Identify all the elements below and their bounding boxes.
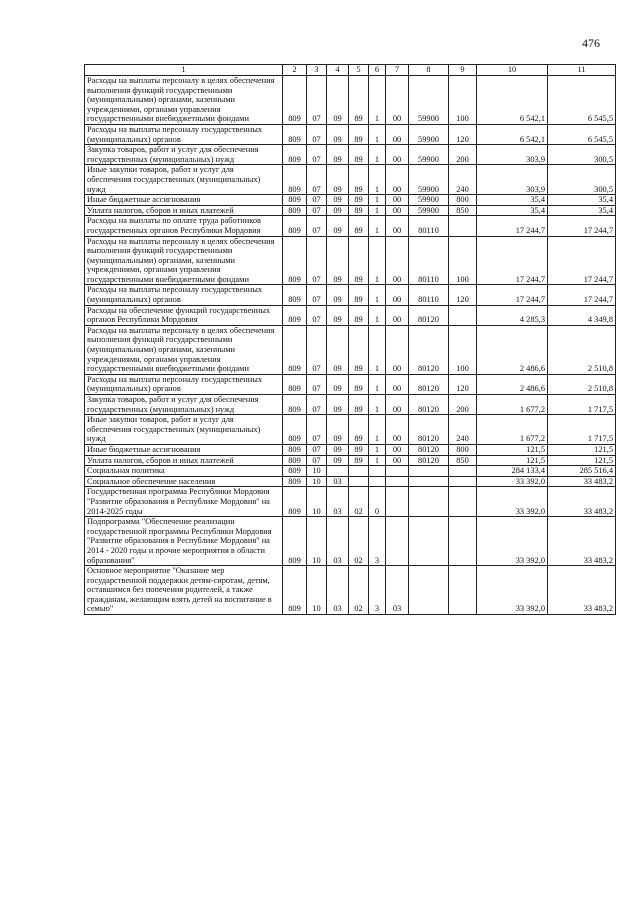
row-cell: 07: [307, 216, 327, 236]
row-cell: 1: [369, 216, 386, 236]
column-header: 9: [449, 65, 477, 76]
row-cell: 809: [283, 145, 307, 165]
row-cell: 1: [369, 455, 386, 466]
row-cell: [409, 476, 449, 487]
row-name: Социальное обеспечение населения: [85, 476, 283, 487]
row-cell: 09: [327, 395, 349, 415]
row-cell: 1: [369, 305, 386, 325]
row-name: Подпрограмма "Обеспечение реализации государственной программы Республики Мордовия "Развитие образования в Республике Мордовия" на 2014 - 2020 годы и прочие мероприятия в области образования": [85, 517, 283, 566]
row-cell: 00: [386, 195, 409, 206]
row-cell: [386, 487, 409, 517]
table-row: [85, 216, 616, 236]
row-cell: 02: [349, 517, 369, 566]
row-name: Расходы на выплаты персоналу в целях обеспечения выполнения функций государственными (муниципальными) органами, казенными учреждениями, органами управления государственными внебюджетными фондами: [85, 236, 283, 285]
row-cell: [449, 305, 477, 325]
table-row: [85, 145, 616, 165]
row-cell: 120: [449, 374, 477, 394]
row-cell: 303,9: [477, 145, 548, 165]
table-row: [85, 517, 616, 566]
row-cell: 284 133,4: [477, 466, 548, 477]
row-cell: 120: [449, 285, 477, 305]
row-cell: 121,5: [477, 444, 548, 455]
row-cell: 300,5: [548, 145, 616, 165]
row-cell: 89: [349, 195, 369, 206]
table-row: [85, 395, 616, 415]
row-cell: [369, 476, 386, 487]
row-name: Расходы на выплаты персоналу в целях обеспечения выполнения функций государственными (муниципальными) органами, казенными учреждениями, органами управления государственными внебюджетными фондами: [85, 325, 283, 374]
table-row: [85, 236, 616, 285]
row-cell: 10: [307, 466, 327, 477]
row-cell: 300,5: [548, 165, 616, 195]
row-cell: 09: [327, 205, 349, 216]
row-cell: 89: [349, 165, 369, 195]
row-cell: 33 483,2: [548, 476, 616, 487]
column-header: 6: [369, 65, 386, 76]
row-name: Уплата налогов, сборов и иных платежей: [85, 205, 283, 216]
row-cell: 809: [283, 395, 307, 415]
row-cell: 1: [369, 124, 386, 144]
row-cell: 59900: [409, 205, 449, 216]
row-cell: 1 717,5: [548, 395, 616, 415]
row-cell: 89: [349, 374, 369, 394]
row-cell: 35,4: [477, 195, 548, 206]
row-cell: [349, 476, 369, 487]
table-row: [85, 476, 616, 487]
row-cell: 07: [307, 165, 327, 195]
row-cell: 80120: [409, 305, 449, 325]
row-name: Социальная политика: [85, 466, 283, 477]
table-row: [85, 374, 616, 394]
row-cell: 89: [349, 395, 369, 415]
row-cell: 89: [349, 415, 369, 445]
row-cell: 59900: [409, 145, 449, 165]
row-cell: 17 244,7: [548, 216, 616, 236]
row-cell: 00: [386, 165, 409, 195]
row-cell: 1 677,2: [477, 415, 548, 445]
row-cell: 1: [369, 145, 386, 165]
row-cell: 1: [369, 165, 386, 195]
row-cell: 03: [327, 517, 349, 566]
row-cell: 07: [307, 415, 327, 445]
page-number: 476: [582, 36, 600, 50]
row-cell: 00: [386, 76, 409, 125]
row-cell: 1: [369, 325, 386, 374]
row-cell: 07: [307, 205, 327, 216]
row-cell: 33 392,0: [477, 476, 548, 487]
row-cell: 809: [283, 517, 307, 566]
row-cell: 17 244,7: [477, 216, 548, 236]
row-cell: 1 677,2: [477, 395, 548, 415]
row-cell: 09: [327, 325, 349, 374]
row-cell: 809: [283, 76, 307, 125]
row-cell: 1: [369, 374, 386, 394]
row-cell: 6 542,1: [477, 76, 548, 125]
row-cell: 121,5: [477, 455, 548, 466]
row-cell: 03: [327, 487, 349, 517]
row-cell: 89: [349, 205, 369, 216]
row-cell: 07: [307, 76, 327, 125]
row-cell: 07: [307, 444, 327, 455]
row-cell: [409, 566, 449, 615]
row-cell: [449, 517, 477, 566]
row-cell: 2 510,8: [548, 325, 616, 374]
row-cell: 09: [327, 374, 349, 394]
row-cell: 17 244,7: [477, 236, 548, 285]
column-header: 1: [85, 65, 283, 76]
row-cell: 09: [327, 305, 349, 325]
row-cell: 809: [283, 566, 307, 615]
row-cell: 03: [327, 476, 349, 487]
row-cell: 6 545,5: [548, 124, 616, 144]
row-cell: 89: [349, 124, 369, 144]
row-cell: 00: [386, 395, 409, 415]
row-cell: 240: [449, 415, 477, 445]
row-cell: 809: [283, 444, 307, 455]
row-cell: 35,4: [548, 205, 616, 216]
row-cell: 10: [307, 487, 327, 517]
row-cell: 09: [327, 124, 349, 144]
row-name: Расходы на выплаты по оплате труда работников государственных органов Республики Мордовия: [85, 216, 283, 236]
row-cell: 09: [327, 415, 349, 445]
row-cell: 4 349,8: [548, 305, 616, 325]
row-cell: 2 510,8: [548, 374, 616, 394]
row-cell: 809: [283, 415, 307, 445]
row-cell: 850: [449, 205, 477, 216]
table-row: [85, 124, 616, 144]
row-cell: 07: [307, 145, 327, 165]
row-cell: 80110: [409, 285, 449, 305]
row-cell: 09: [327, 285, 349, 305]
row-cell: 33 392,0: [477, 566, 548, 615]
row-cell: 00: [386, 216, 409, 236]
row-cell: 07: [307, 236, 327, 285]
row-cell: 4 285,3: [477, 305, 548, 325]
row-cell: 59900: [409, 165, 449, 195]
row-cell: [449, 466, 477, 477]
row-cell: 00: [386, 145, 409, 165]
row-cell: 17 244,7: [548, 236, 616, 285]
table-row: [85, 165, 616, 195]
table-row: [85, 466, 616, 477]
column-header: 7: [386, 65, 409, 76]
row-cell: 07: [307, 285, 327, 305]
row-cell: 800: [449, 444, 477, 455]
row-cell: 809: [283, 216, 307, 236]
row-cell: 0: [369, 487, 386, 517]
row-cell: 10: [307, 566, 327, 615]
row-name: Закупка товаров, работ и услуг для обеспечения государственных (муниципальных) нужд: [85, 145, 283, 165]
row-cell: [349, 466, 369, 477]
row-cell: 800: [449, 195, 477, 206]
row-cell: 09: [327, 216, 349, 236]
row-name: Расходы на выплаты персоналу в целях обеспечения выполнения функций государственными (муниципальными) органами, казенными учреждениями, органами управления государственными внебюджетными фондами: [85, 76, 283, 125]
row-cell: [386, 517, 409, 566]
row-cell: 35,4: [477, 205, 548, 216]
row-cell: 1: [369, 76, 386, 125]
row-cell: 07: [307, 195, 327, 206]
column-header: 5: [349, 65, 369, 76]
row-cell: 1 717,5: [548, 415, 616, 445]
row-cell: 809: [283, 305, 307, 325]
row-cell: 07: [307, 305, 327, 325]
row-cell: 2 486,6: [477, 374, 548, 394]
row-cell: 00: [386, 205, 409, 216]
column-header: 2: [283, 65, 307, 76]
table-row: [85, 487, 616, 517]
row-name: Расходы на выплаты персоналу государственных (муниципальных) органов: [85, 285, 283, 305]
column-header: 10: [477, 65, 548, 76]
row-cell: 100: [449, 325, 477, 374]
row-cell: 100: [449, 236, 477, 285]
table-row: [85, 415, 616, 445]
row-cell: 00: [386, 444, 409, 455]
header-row: [85, 65, 616, 76]
row-cell: 00: [386, 236, 409, 285]
row-cell: 33 483,2: [548, 487, 616, 517]
row-name: Основное мероприятие "Оказание мер государственной поддержки детям-сиротам, детям, оставшимся без попечения родителей, а также гражданам, желающим взять детей на воспитание в семью": [85, 566, 283, 615]
row-name: Закупка товаров, работ и услуг для обеспечения государственных (муниципальных) нужд: [85, 395, 283, 415]
row-name: Государственная программа Республики Мордовия "Развитие образования в Республике Мордовия" на 2014-2025 годы: [85, 487, 283, 517]
row-name: Расходы на выплаты персоналу государственных (муниципальных) органов: [85, 374, 283, 394]
row-cell: 1: [369, 444, 386, 455]
row-cell: 6 545,5: [548, 76, 616, 125]
row-name: Уплата налогов, сборов и иных платежей: [85, 455, 283, 466]
row-cell: 809: [283, 374, 307, 394]
row-cell: 809: [283, 236, 307, 285]
row-cell: 1: [369, 236, 386, 285]
row-cell: 809: [283, 195, 307, 206]
row-cell: 33 392,0: [477, 487, 548, 517]
row-cell: 03: [327, 566, 349, 615]
row-cell: 89: [349, 216, 369, 236]
row-cell: 10: [307, 476, 327, 487]
row-cell: 89: [349, 236, 369, 285]
row-name: Иные бюджетные ассигнования: [85, 195, 283, 206]
row-cell: 80120: [409, 395, 449, 415]
row-cell: 120: [449, 124, 477, 144]
row-cell: 6 542,1: [477, 124, 548, 144]
row-cell: 89: [349, 145, 369, 165]
row-cell: 80110: [409, 236, 449, 285]
row-cell: 89: [349, 76, 369, 125]
row-cell: 80120: [409, 415, 449, 445]
row-cell: 809: [283, 205, 307, 216]
table-row: [85, 444, 616, 455]
row-cell: 09: [327, 165, 349, 195]
table-row: [85, 305, 616, 325]
row-cell: 240: [449, 165, 477, 195]
row-cell: 00: [386, 305, 409, 325]
row-cell: 80120: [409, 444, 449, 455]
row-cell: 33 392,0: [477, 517, 548, 566]
row-cell: [449, 487, 477, 517]
row-cell: 2 486,6: [477, 325, 548, 374]
row-cell: 809: [283, 455, 307, 466]
row-cell: 809: [283, 124, 307, 144]
row-cell: 59900: [409, 195, 449, 206]
row-cell: 80120: [409, 325, 449, 374]
row-cell: 80110: [409, 216, 449, 236]
row-name: Расходы на выплаты персоналу государственных (муниципальных) органов: [85, 124, 283, 144]
row-name: Иные закупки товаров, работ и услуг для обеспечения государственных (муниципальных) нужд: [85, 415, 283, 445]
row-cell: 09: [327, 195, 349, 206]
row-cell: 850: [449, 455, 477, 466]
row-cell: 10: [307, 517, 327, 566]
row-cell: 809: [283, 466, 307, 477]
row-cell: 1: [369, 205, 386, 216]
table-row: [85, 455, 616, 466]
row-cell: 07: [307, 455, 327, 466]
row-cell: [409, 487, 449, 517]
row-cell: 89: [349, 444, 369, 455]
row-cell: 200: [449, 145, 477, 165]
column-header: 3: [307, 65, 327, 76]
row-cell: 809: [283, 165, 307, 195]
row-cell: 80120: [409, 455, 449, 466]
column-header: 4: [327, 65, 349, 76]
row-cell: 07: [307, 395, 327, 415]
table-row: [85, 325, 616, 374]
row-cell: 09: [327, 444, 349, 455]
row-cell: [369, 466, 386, 477]
row-cell: 00: [386, 325, 409, 374]
row-cell: 121,5: [548, 455, 616, 466]
table-row: [85, 76, 616, 125]
row-cell: 02: [349, 487, 369, 517]
table-row: [85, 205, 616, 216]
row-name: Иные закупки товаров, работ и услуг для обеспечения государственных (муниципальных) нужд: [85, 165, 283, 195]
row-cell: 89: [349, 325, 369, 374]
row-name: Расходы на обеспечение функций государственных органов Республики Мордовия: [85, 305, 283, 325]
row-cell: 809: [283, 476, 307, 487]
row-cell: 89: [349, 285, 369, 305]
row-cell: 3: [369, 517, 386, 566]
row-cell: 89: [349, 305, 369, 325]
row-cell: 3: [369, 566, 386, 615]
row-cell: [449, 216, 477, 236]
row-cell: 09: [327, 76, 349, 125]
row-cell: 00: [386, 285, 409, 305]
row-cell: 121,5: [548, 444, 616, 455]
row-cell: 07: [307, 374, 327, 394]
row-cell: [409, 466, 449, 477]
column-header: 11: [548, 65, 616, 76]
row-cell: 80120: [409, 374, 449, 394]
row-cell: 809: [283, 487, 307, 517]
table-row: [85, 195, 616, 206]
table-row: [85, 566, 616, 615]
row-cell: [449, 476, 477, 487]
row-cell: [386, 466, 409, 477]
row-cell: [449, 566, 477, 615]
row-cell: 1: [369, 415, 386, 445]
row-cell: 1: [369, 395, 386, 415]
row-cell: 59900: [409, 76, 449, 125]
row-cell: 03: [386, 566, 409, 615]
row-cell: 33 483,2: [548, 517, 616, 566]
row-cell: [327, 466, 349, 477]
row-cell: 35,4: [548, 195, 616, 206]
row-cell: 09: [327, 145, 349, 165]
row-cell: 17 244,7: [477, 285, 548, 305]
row-cell: [409, 517, 449, 566]
row-cell: 09: [327, 236, 349, 285]
row-cell: 100: [449, 76, 477, 125]
budget-table: [84, 64, 616, 615]
row-name: Иные бюджетные ассигнования: [85, 444, 283, 455]
row-cell: 200: [449, 395, 477, 415]
row-cell: 1: [369, 285, 386, 305]
row-cell: 07: [307, 325, 327, 374]
row-cell: 02: [349, 566, 369, 615]
row-cell: [386, 476, 409, 487]
table-row: [85, 285, 616, 305]
row-cell: 00: [386, 124, 409, 144]
column-header: 8: [409, 65, 449, 76]
row-cell: 09: [327, 455, 349, 466]
row-cell: 07: [307, 124, 327, 144]
row-cell: 59900: [409, 124, 449, 144]
row-cell: 33 483,2: [548, 566, 616, 615]
row-cell: 17 244,7: [548, 285, 616, 305]
row-cell: 1: [369, 195, 386, 206]
row-cell: 809: [283, 285, 307, 305]
row-cell: 285 516,4: [548, 466, 616, 477]
row-cell: 00: [386, 415, 409, 445]
row-cell: 809: [283, 325, 307, 374]
row-cell: 00: [386, 455, 409, 466]
table-body: [85, 76, 616, 615]
row-cell: 303,9: [477, 165, 548, 195]
row-cell: 00: [386, 374, 409, 394]
row-cell: 89: [349, 455, 369, 466]
